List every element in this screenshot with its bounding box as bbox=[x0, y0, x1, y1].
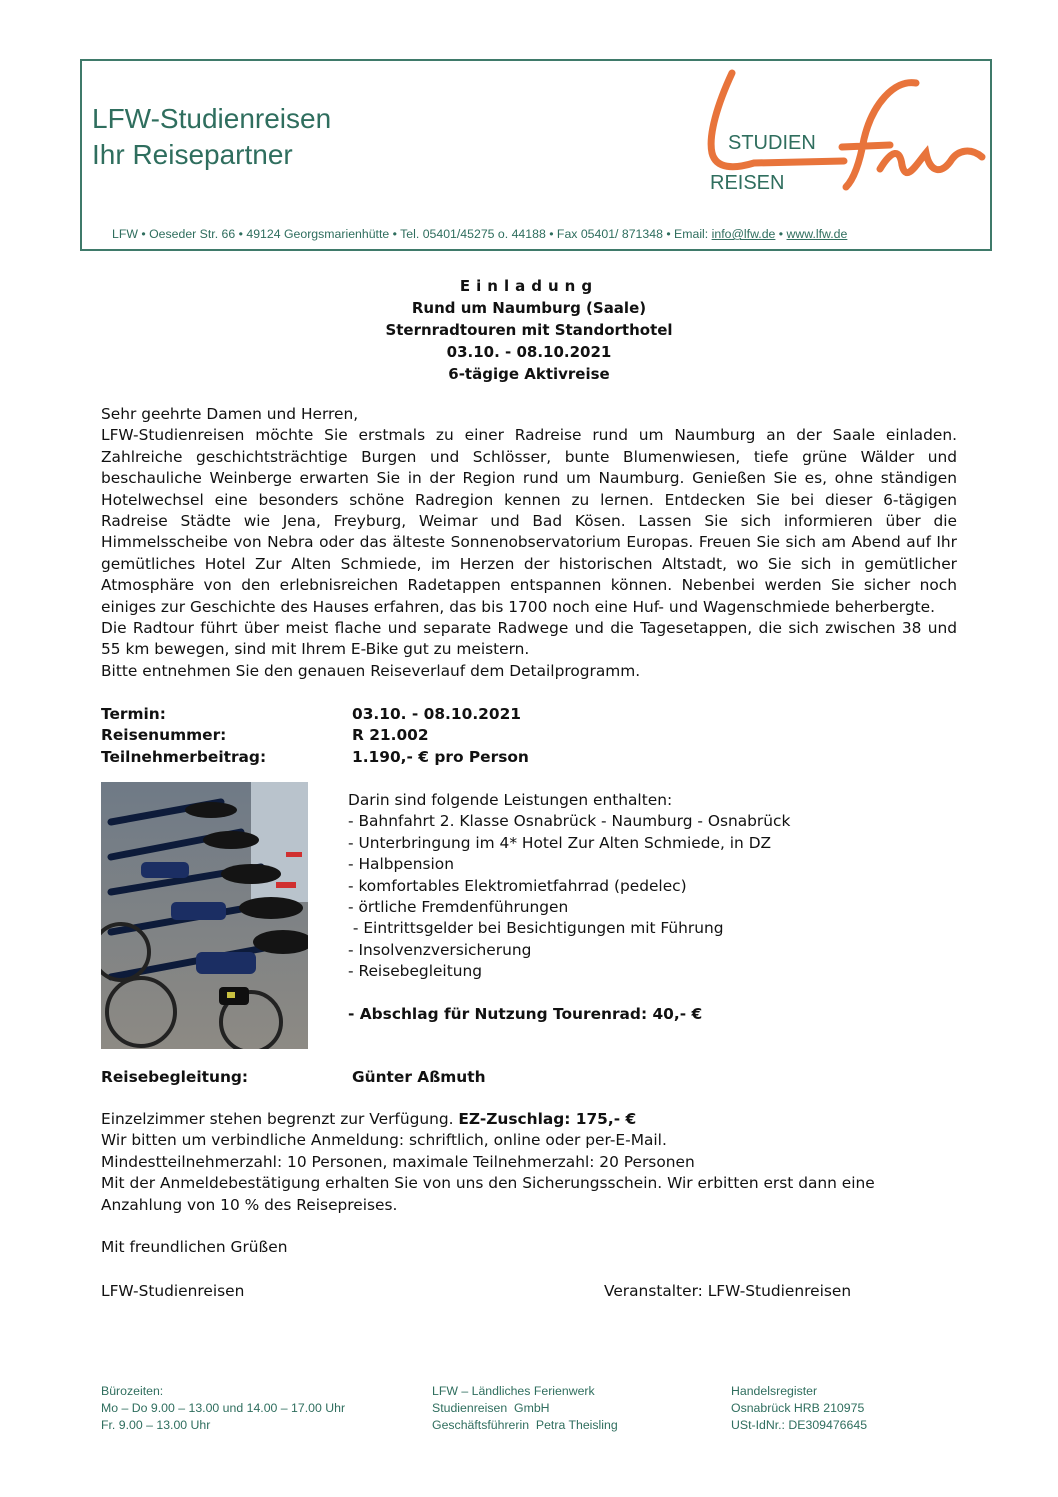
fact-value: R 21.002 bbox=[352, 726, 429, 745]
footer-line: Bürozeiten: bbox=[101, 1384, 164, 1398]
footer-line: USt-IdNr.: DE309476645 bbox=[731, 1418, 868, 1432]
guide-label: Reisebegleitung: bbox=[101, 1068, 249, 1086]
list-item: - Halbpension bbox=[348, 855, 454, 874]
logo-w-stroke bbox=[880, 151, 982, 173]
company-line-2: Ihr Reisepartner bbox=[92, 139, 293, 170]
footer-company bbox=[432, 1383, 618, 1434]
letterhead bbox=[80, 59, 992, 251]
guide-name: Günter Aßmuth bbox=[352, 1068, 486, 1086]
list-item: - örtliche Fremdenführungen bbox=[348, 898, 569, 917]
letter-body bbox=[101, 404, 957, 682]
signature-organizer: Veranstalter: LFW-Studienreisen bbox=[604, 1282, 852, 1300]
contact-text: LFW • Oeseder Str. 66 • 49124 Georgsmarienhütte • Tel. 05401/45275 o. 44188 • Fax 05401/ 871348 • Email: bbox=[112, 227, 712, 241]
touring-bike-discount: - Abschlag für Nutzung Tourenrad: 40,- € bbox=[348, 1004, 703, 1023]
title-tour-type: Sternradtouren mit Standorthotel bbox=[385, 321, 673, 339]
deposit-note: Mit der Anmeldebestätigung erhalten Sie von uns den Sicherungsschein. Wir erbitten erst dann eine Anzahlung von 10 % des Reisepreises. bbox=[101, 1174, 875, 1214]
footer-line: Mo – Do 9.00 – 13.00 und 14.00 – 17.00 Uhr bbox=[101, 1401, 346, 1415]
single-room-line bbox=[101, 1109, 957, 1130]
list-item: - komfortables Elektromietfahrrad (pedelec) bbox=[348, 876, 687, 895]
email-link[interactable]: info@lfw.de bbox=[711, 227, 776, 241]
list-item: - Unterbringung im 4* Hotel Zur Alten Schmiede, in DZ bbox=[348, 833, 772, 852]
footer-line: Handelsregister bbox=[731, 1384, 818, 1398]
lfw-logo bbox=[694, 65, 986, 195]
website-link[interactable]: www.lfw.de bbox=[786, 227, 848, 241]
fact-row-reisenummer bbox=[101, 725, 801, 746]
fact-row-teilnehmerbeitrag bbox=[101, 747, 801, 768]
title-dates: 03.10. - 08.10.2021 bbox=[446, 343, 612, 361]
salutation: Sehr geehrte Damen und Herren, bbox=[101, 405, 359, 423]
single-room-surcharge: EZ-Zuschlag: 175,- € bbox=[458, 1110, 637, 1128]
list-item: - Bahnfahrt 2. Klasse Osnabrück - Naumburg - Osnabrück bbox=[348, 812, 791, 831]
title-duration: 6-tägige Aktivreise bbox=[448, 365, 610, 383]
list-item: - Reisebegleitung bbox=[348, 962, 483, 981]
services-list bbox=[348, 811, 908, 982]
participant-limits: Mindestteilnehmerzahl: 10 Personen, maximale Teilnehmerzahl: 20 Personen bbox=[101, 1152, 695, 1171]
title-destination: Rund um Naumburg (Saale) bbox=[411, 299, 647, 317]
signature-left: LFW-Studienreisen bbox=[101, 1282, 245, 1300]
footer-line: LFW – Ländliches Ferienwerk bbox=[432, 1384, 595, 1398]
footer-line: Geschäftsführerin Petra Theisling bbox=[432, 1418, 618, 1432]
single-room-text: Einzelzimmer stehen begrenzt zur Verfügung. bbox=[101, 1110, 459, 1128]
footer-line: Studienreisen GmbH bbox=[432, 1401, 550, 1415]
body-paragraph-3: Bitte entnehmen Sie den genauen Reiseverlauf dem Detailprogramm. bbox=[101, 661, 641, 680]
contact-separator: • bbox=[775, 227, 787, 241]
included-services bbox=[348, 790, 908, 1025]
body-paragraph-1: LFW-Studienreisen möchte Sie erstmals zu einer Radreise rund um Naumburg an der Saale einladen. Zahlreiche geschichtsträchtige Burgen und Schlösser, bunte Blumenwiesen, tiefe grüne Wälder und beschauliche Weinberge erwarten Sie in der Region rund um Naumburg. Genießen Sie es, ohne ständigen Hotelwechsel eine besonders schöne Radregion kennen zu lernen. Entdecken Sie bei dieser 6-tägigen Radreise Städte wie Jena, Freyburg, Weimar und Bad Kösen. Lassen Sie sich informieren über die Himmelsscheibe von Nebra oder das älteste Sonnenobservatorium Europas. Freuen Sie sich am Abend auf Ihr gemütliches Hotel Zur Alten Schmiede, im Herzen der historischen Altstadt, wo Sie sich in gemütlicher Atmosphäre von den erlebnisreichen Radetappen entspannen können. Nebenbei werden Sie sicher noch einiges zur Geschichte des Hauses erfahren, das bis 1700 noch eine Huf- und Wagenschmiede beherbergte. bbox=[101, 426, 957, 616]
company-name bbox=[92, 101, 331, 173]
footer-register bbox=[731, 1383, 867, 1434]
body-paragraph-2: Die Radtour führt über meist flache und separate Radwege und die Tagesetappen, die sich zwischen 38 und 55 km bewegen, sind mit Ihrem E-Bike gut zu meistern. bbox=[101, 619, 957, 659]
fact-value: 03.10. - 08.10.2021 bbox=[352, 705, 521, 723]
footer-line: Osnabrück HRB 210975 bbox=[731, 1401, 865, 1415]
fact-row-termin bbox=[101, 704, 801, 725]
registration-line: Wir bitten um verbindliche Anmeldung: schriftlich, online oder per-E-Mail. bbox=[101, 1131, 667, 1150]
fact-value: 1.190,- € pro Person bbox=[352, 747, 529, 766]
closing-section bbox=[101, 1109, 957, 1258]
tour-guide-row bbox=[101, 1067, 801, 1088]
contact-line bbox=[112, 227, 972, 241]
company-line-1: LFW-Studienreisen bbox=[92, 103, 332, 134]
fact-label: Teilnehmerbeitrag: bbox=[101, 747, 267, 766]
trip-facts bbox=[101, 704, 801, 768]
logo-text-studien: STUDIEN bbox=[728, 132, 816, 154]
list-item: - Eintrittsgelder bei Besichtigungen mit Führung bbox=[348, 919, 724, 938]
greeting: Mit freundlichen Grüßen bbox=[101, 1238, 288, 1257]
fact-label: Reisenummer: bbox=[101, 726, 227, 745]
logo-text-reisen: REISEN bbox=[710, 172, 785, 194]
title-einladung: Einladung bbox=[459, 277, 599, 295]
invitation-title bbox=[200, 275, 858, 385]
list-item: - Insolvenzversicherung bbox=[348, 940, 532, 959]
ebike-photo bbox=[101, 782, 308, 1049]
fact-label: Termin: bbox=[101, 705, 166, 723]
services-intro: Darin sind folgende Leistungen enthalten: bbox=[348, 791, 673, 809]
footer-line: Fr. 9.00 – 13.00 Uhr bbox=[101, 1418, 211, 1432]
footer-office-hours bbox=[101, 1383, 345, 1434]
